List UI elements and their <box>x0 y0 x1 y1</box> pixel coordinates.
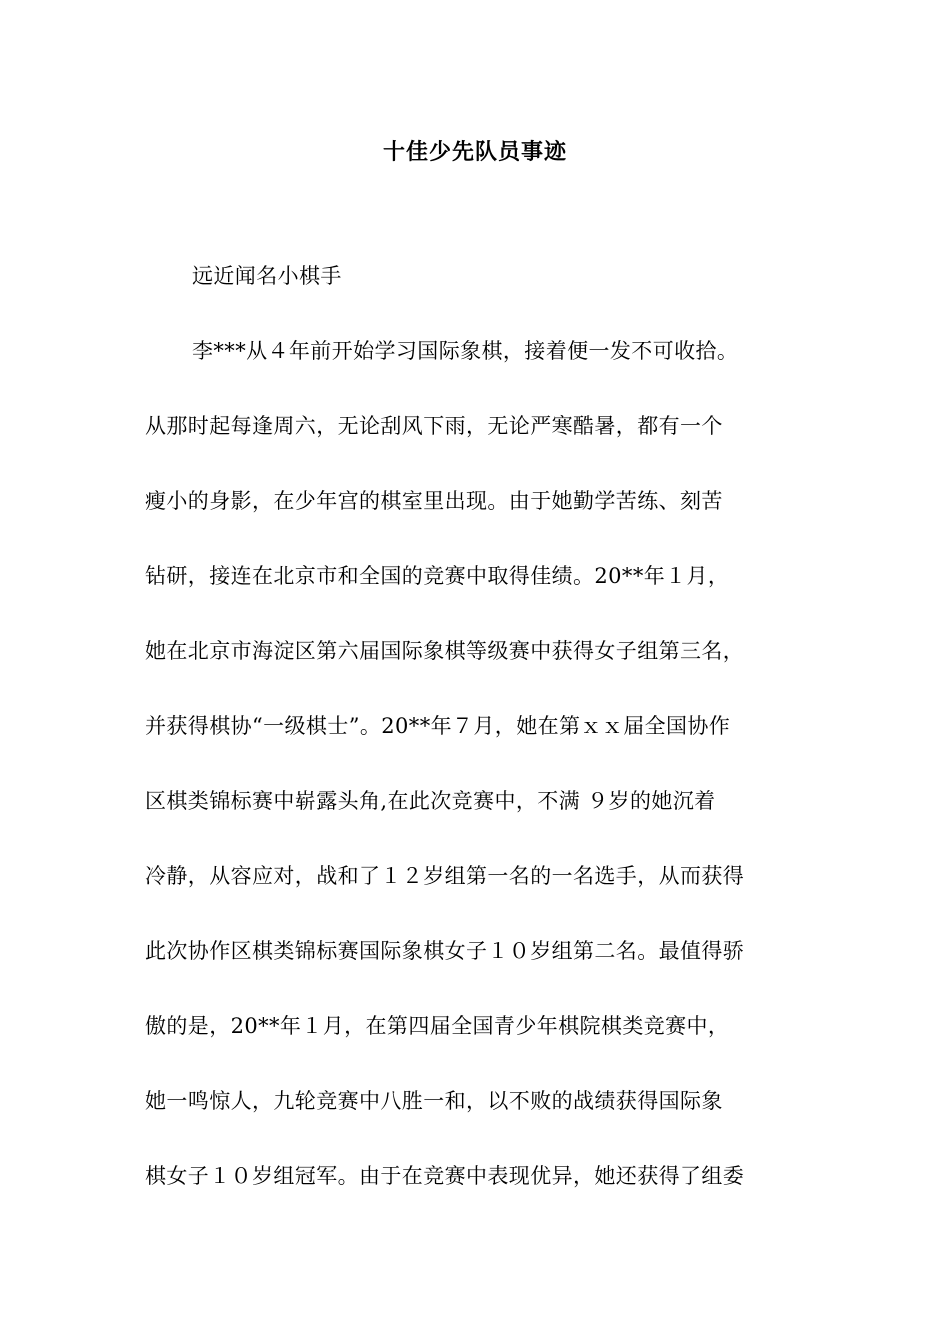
body-line: 李***从４年前开始学习国际象棋，接着便一发不可收拾。 <box>192 339 739 363</box>
body-line: 并获得棋协“一级棋士”。20**年７月，她在第ｘｘ届全国协作 <box>145 714 731 738</box>
body-line: 瘦小的身影，在少年宫的棋室里出现。由于她勤学苦练、刻苦 <box>145 489 723 513</box>
section-heading: 远近闻名小棋手 <box>192 264 342 288</box>
body-line: 傲的是，20**年１月，在第四届全国青少年棋院棋类竞赛中， <box>145 1014 730 1038</box>
body-line: 此次协作区棋类锦标赛国际象棋女子１０岁组第二名。最值得骄 <box>145 939 745 963</box>
body-line: 冷静，从容应对，战和了１２岁组第一名的一名选手，从而获得 <box>145 864 745 888</box>
body-line: 棋女子１０岁组冠军。由于在竞赛中表现优异，她还获得了组委 <box>145 1164 745 1188</box>
body-line: 区棋类锦标赛中崭露头角,在此次竞赛中，不满 ９岁的她沉着 <box>145 789 716 813</box>
document-title: 十佳少先队员事迹 <box>382 139 567 165</box>
body-line: 钻研，接连在北京市和全国的竞赛中取得佳绩。20**年１月， <box>145 564 730 588</box>
body-line: 从那时起每逢周六，无论刮风下雨，无论严寒酷暑，都有一个 <box>145 414 723 438</box>
body-line: 她在北京市海淀区第六届国际象棋等级赛中获得女子组第三名， <box>145 639 745 663</box>
body-line: 她一鸣惊人，九轮竞赛中八胜一和，以不败的战绩获得国际象 <box>145 1089 723 1113</box>
